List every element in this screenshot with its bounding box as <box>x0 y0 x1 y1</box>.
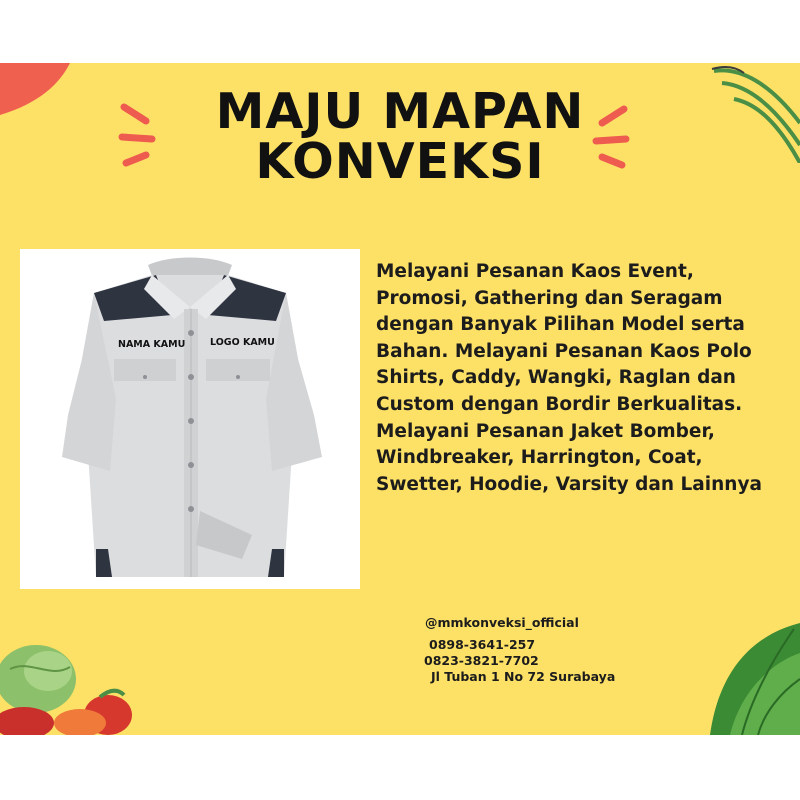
product-photo <box>20 249 360 589</box>
burst-left-icon <box>118 99 168 171</box>
burst-right-icon <box>580 101 630 173</box>
shirt-logo-label: LOGO KAMU <box>210 337 275 348</box>
title-line-1: MAJU MAPAN <box>215 83 585 140</box>
shirt-image <box>20 249 360 589</box>
phone-number-2: 0823-3821-7702 <box>424 653 539 668</box>
phone-number-1: 0898-3641-257 <box>429 637 536 652</box>
vegetables-bottom-left-icon <box>0 619 150 735</box>
description-text: Melayani Pesanan Kaos Event, Promosi, Gathering dan Seragam dengan Banyak Pilihan Model serta Bahan. Melayani Pesanan Kaos Polo Shirts, Caddy, Wangki, Raglan dan Custom dengan Bordir Berkualitas. Melayani Pesanan Jaket Bomber, Windbreaker, Harrington, Coat, Swetter, Hoodie, Varsity dan Lainnya <box>376 261 763 495</box>
instagram-handle: @mmkonveksi_official <box>425 615 579 630</box>
shirt-name-label: NAMA KAMU <box>118 339 186 350</box>
title-line-2: KONVEKSI <box>255 133 545 190</box>
address-text: Jl Tuban 1 No 72 Surabaya <box>431 669 616 684</box>
leaves-bottom-right-icon <box>690 623 800 735</box>
poster <box>0 63 800 735</box>
